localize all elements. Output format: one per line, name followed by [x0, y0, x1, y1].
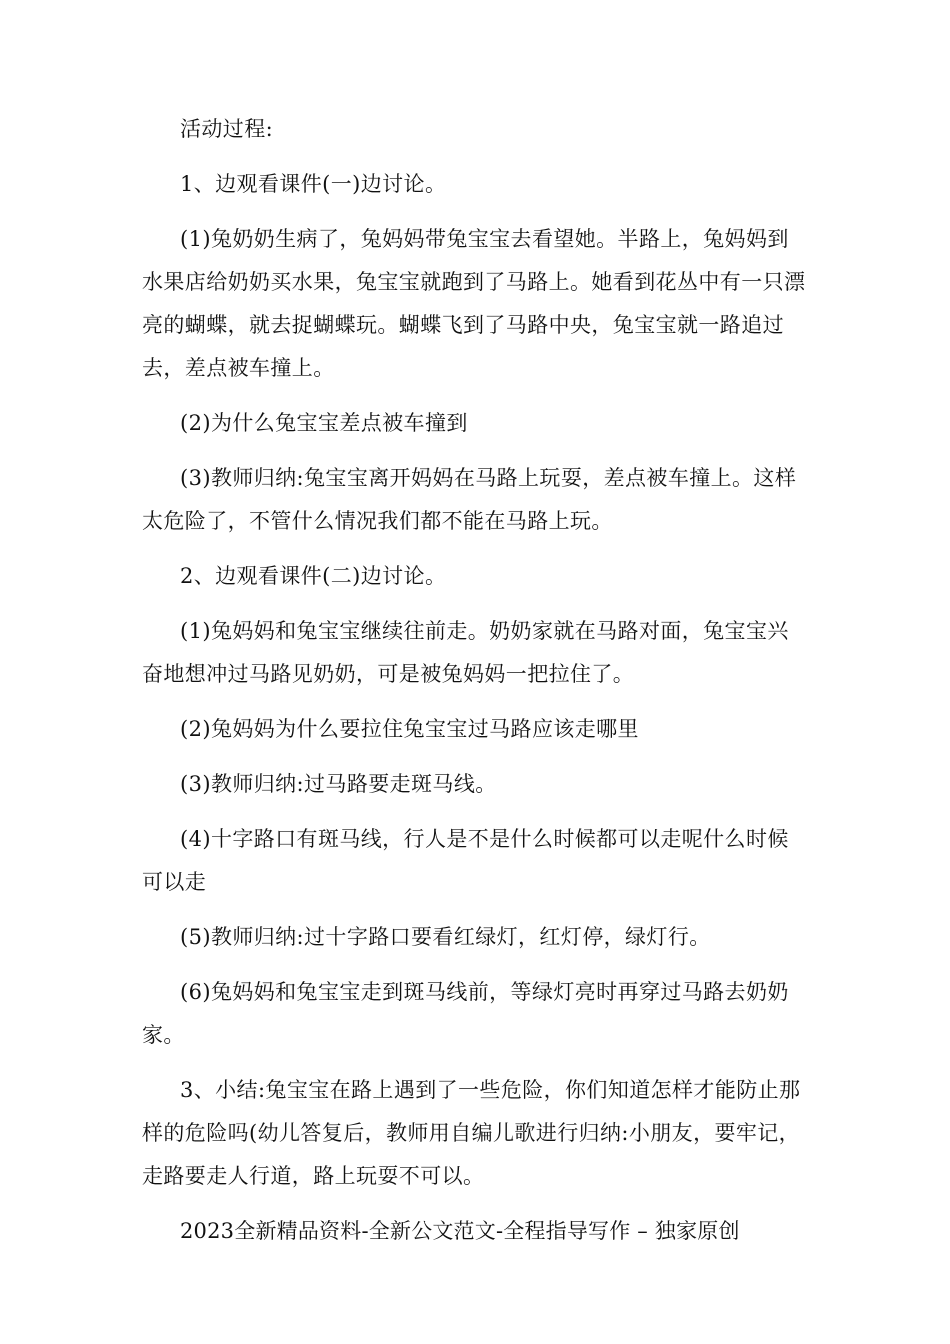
- paragraph-step-1-item-3: (3)教师归纳:兔宝宝离开妈妈在马路上玩耍，差点被车撞上。这样太危险了，不管什么情况我们都不能在马路上玩。: [142, 466, 797, 533]
- paragraph-step-1-item-1: (1)兔奶奶生病了，兔妈妈带兔宝宝去看望她。半路上，兔妈妈到水果店给奶奶买水果，兔宝宝就跑到了马路上。她看到花丛中有一只漂亮的蝴蝶，就去捉蝴蝶玩。蝴蝶飞到了马路中央，兔宝宝就一路追过去，差点被车撞上。: [142, 227, 806, 380]
- paragraph-step-2: 2、边观看课件(二)边讨论。: [180, 564, 447, 588]
- paragraph-summary: 3、小结:兔宝宝在路上遇到了一些危险，你们知道怎样才能防止那样的危险吗(幼儿答复后，教师用自编儿歌进行归纳:小朋友，要牢记，走路要走人行道，路上玩耍不可以。: [142, 1078, 801, 1188]
- section-heading: 活动过程:: [180, 117, 274, 141]
- footer-note: 2023全新精品资料-全新公文范文-全程指导写作 – 独家原创: [180, 1219, 740, 1243]
- document-body: [142, 108, 808, 1274]
- paragraph-step-1: 1、边观看课件(一)边讨论。: [180, 172, 447, 196]
- paragraph-step-2-item-1: (1)兔妈妈和兔宝宝继续往前走。奶奶家就在马路对面，兔宝宝兴奋地想冲过马路见奶奶，可是被兔妈妈一把拉住了。: [142, 619, 789, 686]
- paragraph-step-2-item-2: (2)兔妈妈为什么要拉住兔宝宝过马路应该走哪里: [180, 717, 639, 741]
- paragraph-step-2-item-4: (4)十字路口有斑马线，行人是不是什么时候都可以走呢什么时候可以走: [142, 827, 789, 894]
- paragraph-step-2-item-6: (6)兔妈妈和兔宝宝走到斑马线前，等绿灯亮时再穿过马路去奶奶家。: [142, 980, 789, 1047]
- paragraph-step-2-item-3: (3)教师归纳:过马路要走斑马线。: [180, 772, 497, 796]
- paragraph-step-2-item-5: (5)教师归纳:过十字路口要看红绿灯，红灯停，绿灯行。: [180, 925, 711, 949]
- paragraph-step-1-item-2: (2)为什么兔宝宝差点被车撞到: [180, 411, 468, 435]
